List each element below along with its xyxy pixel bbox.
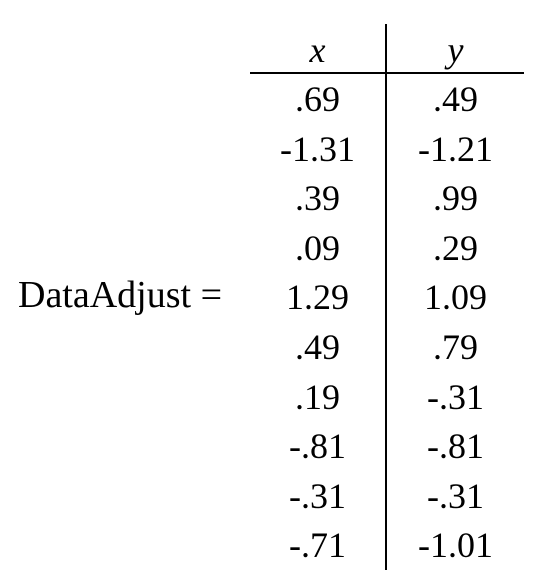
table-row — [250, 423, 524, 473]
header-y: y — [447, 30, 464, 70]
cell-x: 1.29 — [286, 277, 349, 318]
cell-x: .49 — [295, 326, 340, 367]
table-body — [250, 76, 524, 572]
table-row — [250, 522, 524, 572]
cell-y: -.31 — [427, 475, 484, 516]
table-row — [250, 324, 524, 374]
cell-x: -.31 — [289, 475, 346, 516]
cell-y: .49 — [433, 79, 478, 119]
table-row — [250, 76, 524, 126]
cell-x: -1.31 — [280, 128, 355, 169]
table-row — [250, 274, 524, 324]
matrix-label: DataAdjust = — [18, 274, 223, 316]
cell-y: -.81 — [427, 426, 484, 467]
header-divider — [250, 72, 524, 74]
table-row — [250, 374, 524, 424]
table-row — [250, 225, 524, 275]
header-x: x — [309, 30, 326, 70]
cell-y: -.31 — [427, 376, 484, 417]
cell-x: -.71 — [289, 525, 346, 566]
cell-x: .69 — [295, 79, 340, 119]
cell-x: .09 — [295, 227, 340, 268]
table-row — [250, 126, 524, 176]
cell-y: -1.21 — [418, 128, 493, 169]
table-row — [250, 175, 524, 225]
cell-x: -.81 — [289, 426, 346, 467]
cell-y: .99 — [433, 178, 478, 219]
cell-x: .19 — [295, 376, 340, 417]
cell-y: .79 — [433, 326, 478, 367]
data-table — [250, 24, 524, 570]
cell-y: -1.01 — [418, 525, 493, 566]
cell-y: .29 — [433, 227, 478, 268]
cell-x: .39 — [295, 178, 340, 219]
cell-y: 1.09 — [424, 277, 487, 318]
table-row — [250, 473, 524, 523]
